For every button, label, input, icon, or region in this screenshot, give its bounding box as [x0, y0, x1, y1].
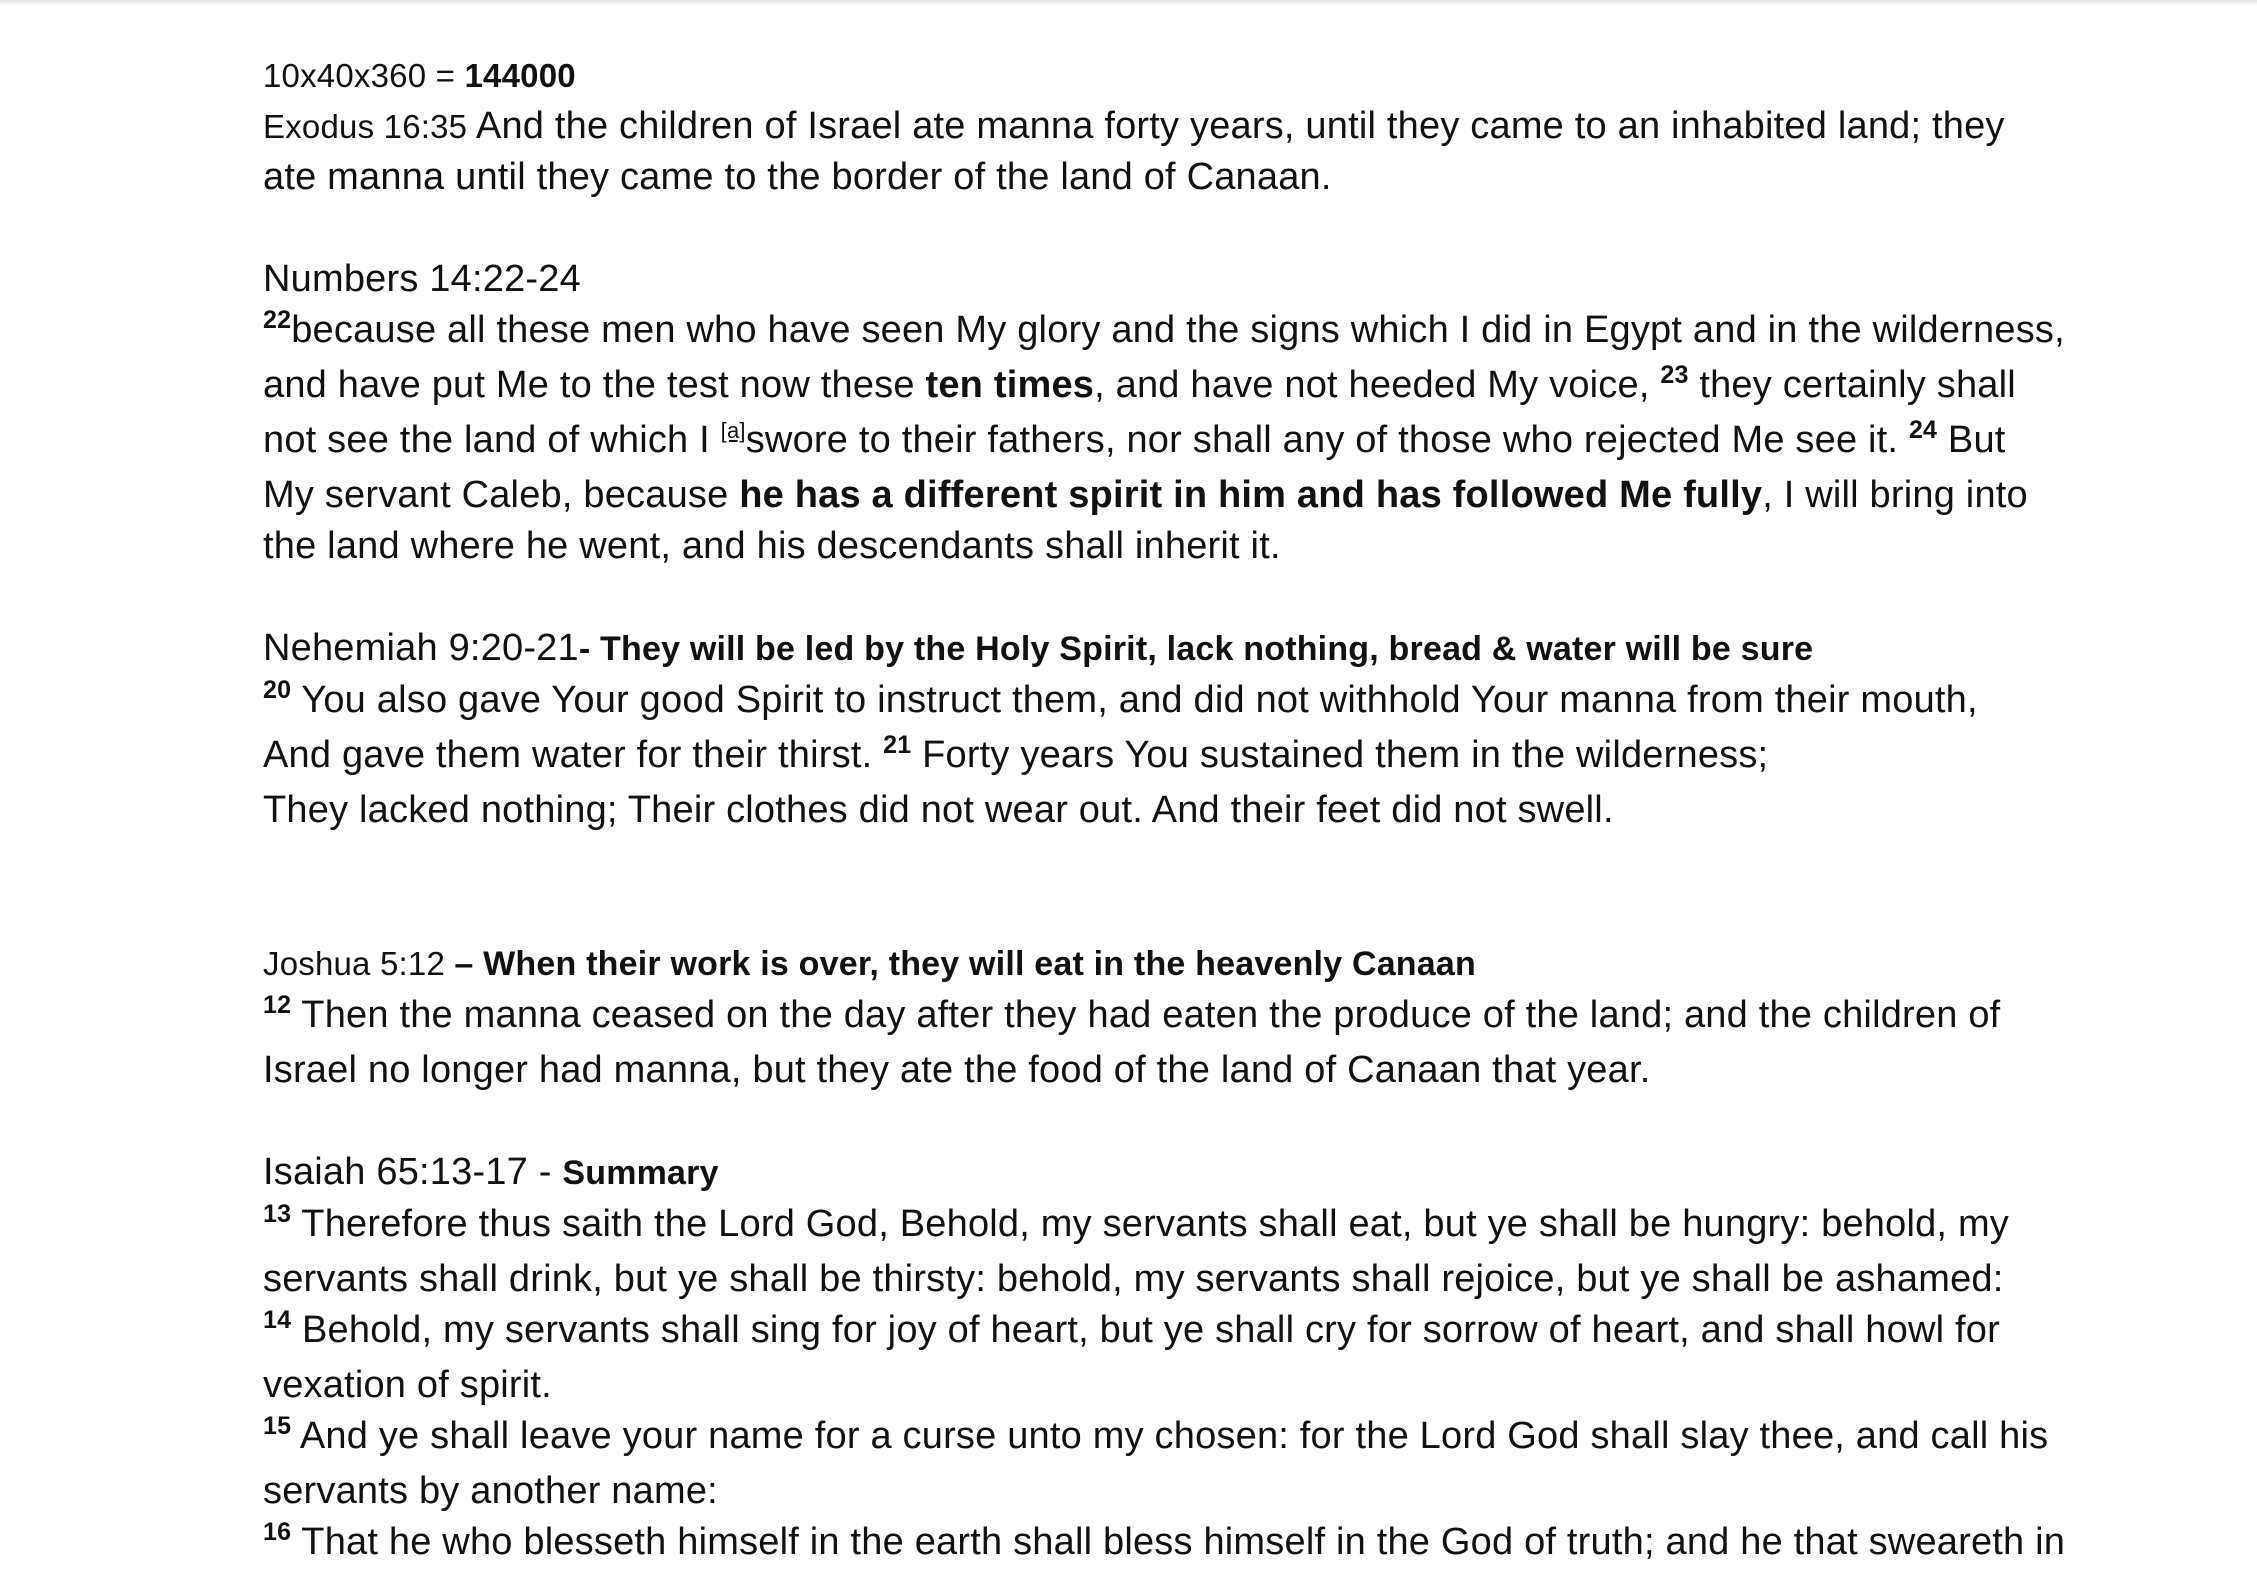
nehemiah-heading	[263, 623, 2163, 675]
verse-number: 16	[263, 1518, 292, 1546]
exodus-text-1: And the children of Israel ate manna forty years, until they came to an inhabited land; they	[467, 105, 2005, 147]
isaiah-line-5	[263, 1411, 2163, 1466]
isaiah-note: Summary	[562, 1154, 719, 1192]
numbers-text-5: the land where he went, and his descendants shall inherit it.	[263, 525, 1281, 567]
top-shadow	[0, 0, 2257, 6]
numbers-line-2	[263, 360, 2163, 415]
verse-number: 23	[1660, 361, 1689, 389]
spacer	[263, 572, 2163, 623]
joshua-note: – When their work is over, they will eat in the heavenly Canaan	[454, 945, 1476, 983]
numbers-text-4c: , I will bring into	[1762, 474, 2028, 516]
numbers-line-5	[263, 521, 2163, 572]
verse-number: 12	[263, 991, 292, 1019]
isaiah-text-7: That he who blesseth himself in the earth shall bless himself in the God of truth; and he that sweareth in	[291, 1521, 2066, 1563]
nehemiah-text-3: They lacked nothing; Their clothes did not wear out. And their feet did not swell.	[263, 789, 1614, 831]
isaiah-line-1	[263, 1199, 2163, 1254]
isaiah-line-3	[263, 1305, 2163, 1360]
verse-number: 21	[883, 731, 912, 759]
numbers-emphasis-2: he has a different spirit in him and has followed Me fully	[739, 474, 1763, 516]
exodus-line-2	[263, 152, 2163, 203]
numbers-emphasis-1: ten times	[925, 364, 1095, 406]
isaiah-text-5: And ye shall leave your name for a curse unto my chosen: for the Lord God shall slay thee, and call his	[291, 1415, 2049, 1457]
numbers-line-4	[263, 470, 2163, 521]
verse-number: 15	[263, 1412, 292, 1440]
isaiah-line-4	[263, 1360, 2163, 1411]
numbers-line-3	[263, 415, 2163, 470]
isaiah-text-1: Therefore thus saith the Lord God, Behold, my servants shall eat, but ye shall be hungry: behold, my	[291, 1203, 2010, 1245]
nehemiah-note: - They will be led by the Holy Spirit, lack nothing, bread & water will be sure	[578, 630, 1814, 668]
isaiah-line-6	[263, 1466, 2163, 1517]
footnote-link[interactable]: [a]	[720, 418, 746, 443]
numbers-text-2d: they certainly shall	[1688, 364, 2016, 406]
nehemiah-line-3	[263, 785, 2163, 836]
verse-number: 14	[263, 1306, 292, 1334]
numbers-text-2a: and have put Me to the test now these	[263, 364, 926, 406]
verse-number: 22	[263, 306, 292, 334]
numbers-text-1: because all these men who have seen My glory and the signs which I did in Egypt and in the wilderness,	[291, 309, 2065, 351]
numbers-text-3c: But	[1937, 419, 2006, 461]
isaiah-text-3: Behold, my servants shall sing for joy of heart, but ye shall cry for sorrow of heart, and shall howl for	[291, 1309, 2000, 1351]
spacer	[263, 836, 2163, 938]
verse-number: 13	[263, 1200, 292, 1228]
spacer	[263, 1096, 2163, 1147]
verse-number: 24	[1908, 416, 1938, 444]
document-page	[263, 50, 2163, 1572]
numbers-line-1	[263, 305, 2163, 360]
exodus-reference: Exodus 16:35	[263, 108, 468, 145]
calc-line	[263, 50, 2163, 101]
verse-number: 20	[263, 676, 292, 704]
isaiah-text-4: vexation of spirit.	[263, 1364, 552, 1406]
calc-result: 144000	[464, 57, 576, 94]
joshua-reference: Joshua 5:12	[263, 945, 455, 982]
isaiah-line-2	[263, 1254, 2163, 1305]
isaiah-text-6: servants by another name:	[263, 1470, 718, 1512]
nehemiah-text-2b: Forty years You sustained them in the wilderness;	[911, 734, 1769, 776]
exodus-text-2: ate manna until they came to the border of the land of Canaan.	[263, 156, 1332, 198]
numbers-text-4a: My servant Caleb, because	[263, 474, 740, 516]
nehemiah-line-1	[263, 675, 2163, 730]
calc-expression: 10x40x360 =	[263, 57, 465, 94]
joshua-text-1: Then the manna ceased on the day after they had eaten the produce of the land; and the children of	[291, 994, 2001, 1036]
numbers-text-3b: swore to their fathers, nor shall any of those who rejected Me see it.	[745, 419, 1909, 461]
isaiah-line-7	[263, 1517, 2163, 1572]
joshua-line-2	[263, 1045, 2163, 1096]
numbers-text-3a: not see the land of which I	[263, 419, 721, 461]
joshua-heading	[263, 938, 2163, 990]
nehemiah-text-1: You also gave Your good Spirit to instruct them, and did not withhold Your manna from their mouth,	[291, 679, 1978, 721]
numbers-heading	[263, 254, 2163, 305]
isaiah-reference: Isaiah 65:13-17 -	[263, 1151, 563, 1193]
isaiah-heading	[263, 1147, 2163, 1199]
isaiah-text-2: servants shall drink, but ye shall be thirsty: behold, my servants shall rejoice, but ye shall be ashamed:	[263, 1258, 2004, 1300]
joshua-text-2: Israel no longer had manna, but they ate the food of the land of Canaan that year.	[263, 1049, 1651, 1091]
nehemiah-line-2	[263, 730, 2163, 785]
numbers-reference: Numbers 14:22-24	[263, 258, 581, 300]
joshua-line-1	[263, 990, 2163, 1045]
nehemiah-reference: Nehemiah 9:20-21	[263, 627, 579, 669]
exodus-line-1	[263, 101, 2163, 152]
spacer	[263, 203, 2163, 254]
numbers-text-2c: , and have not heeded My voice,	[1094, 364, 1661, 406]
nehemiah-text-2a: And gave them water for their thirst.	[263, 734, 884, 776]
